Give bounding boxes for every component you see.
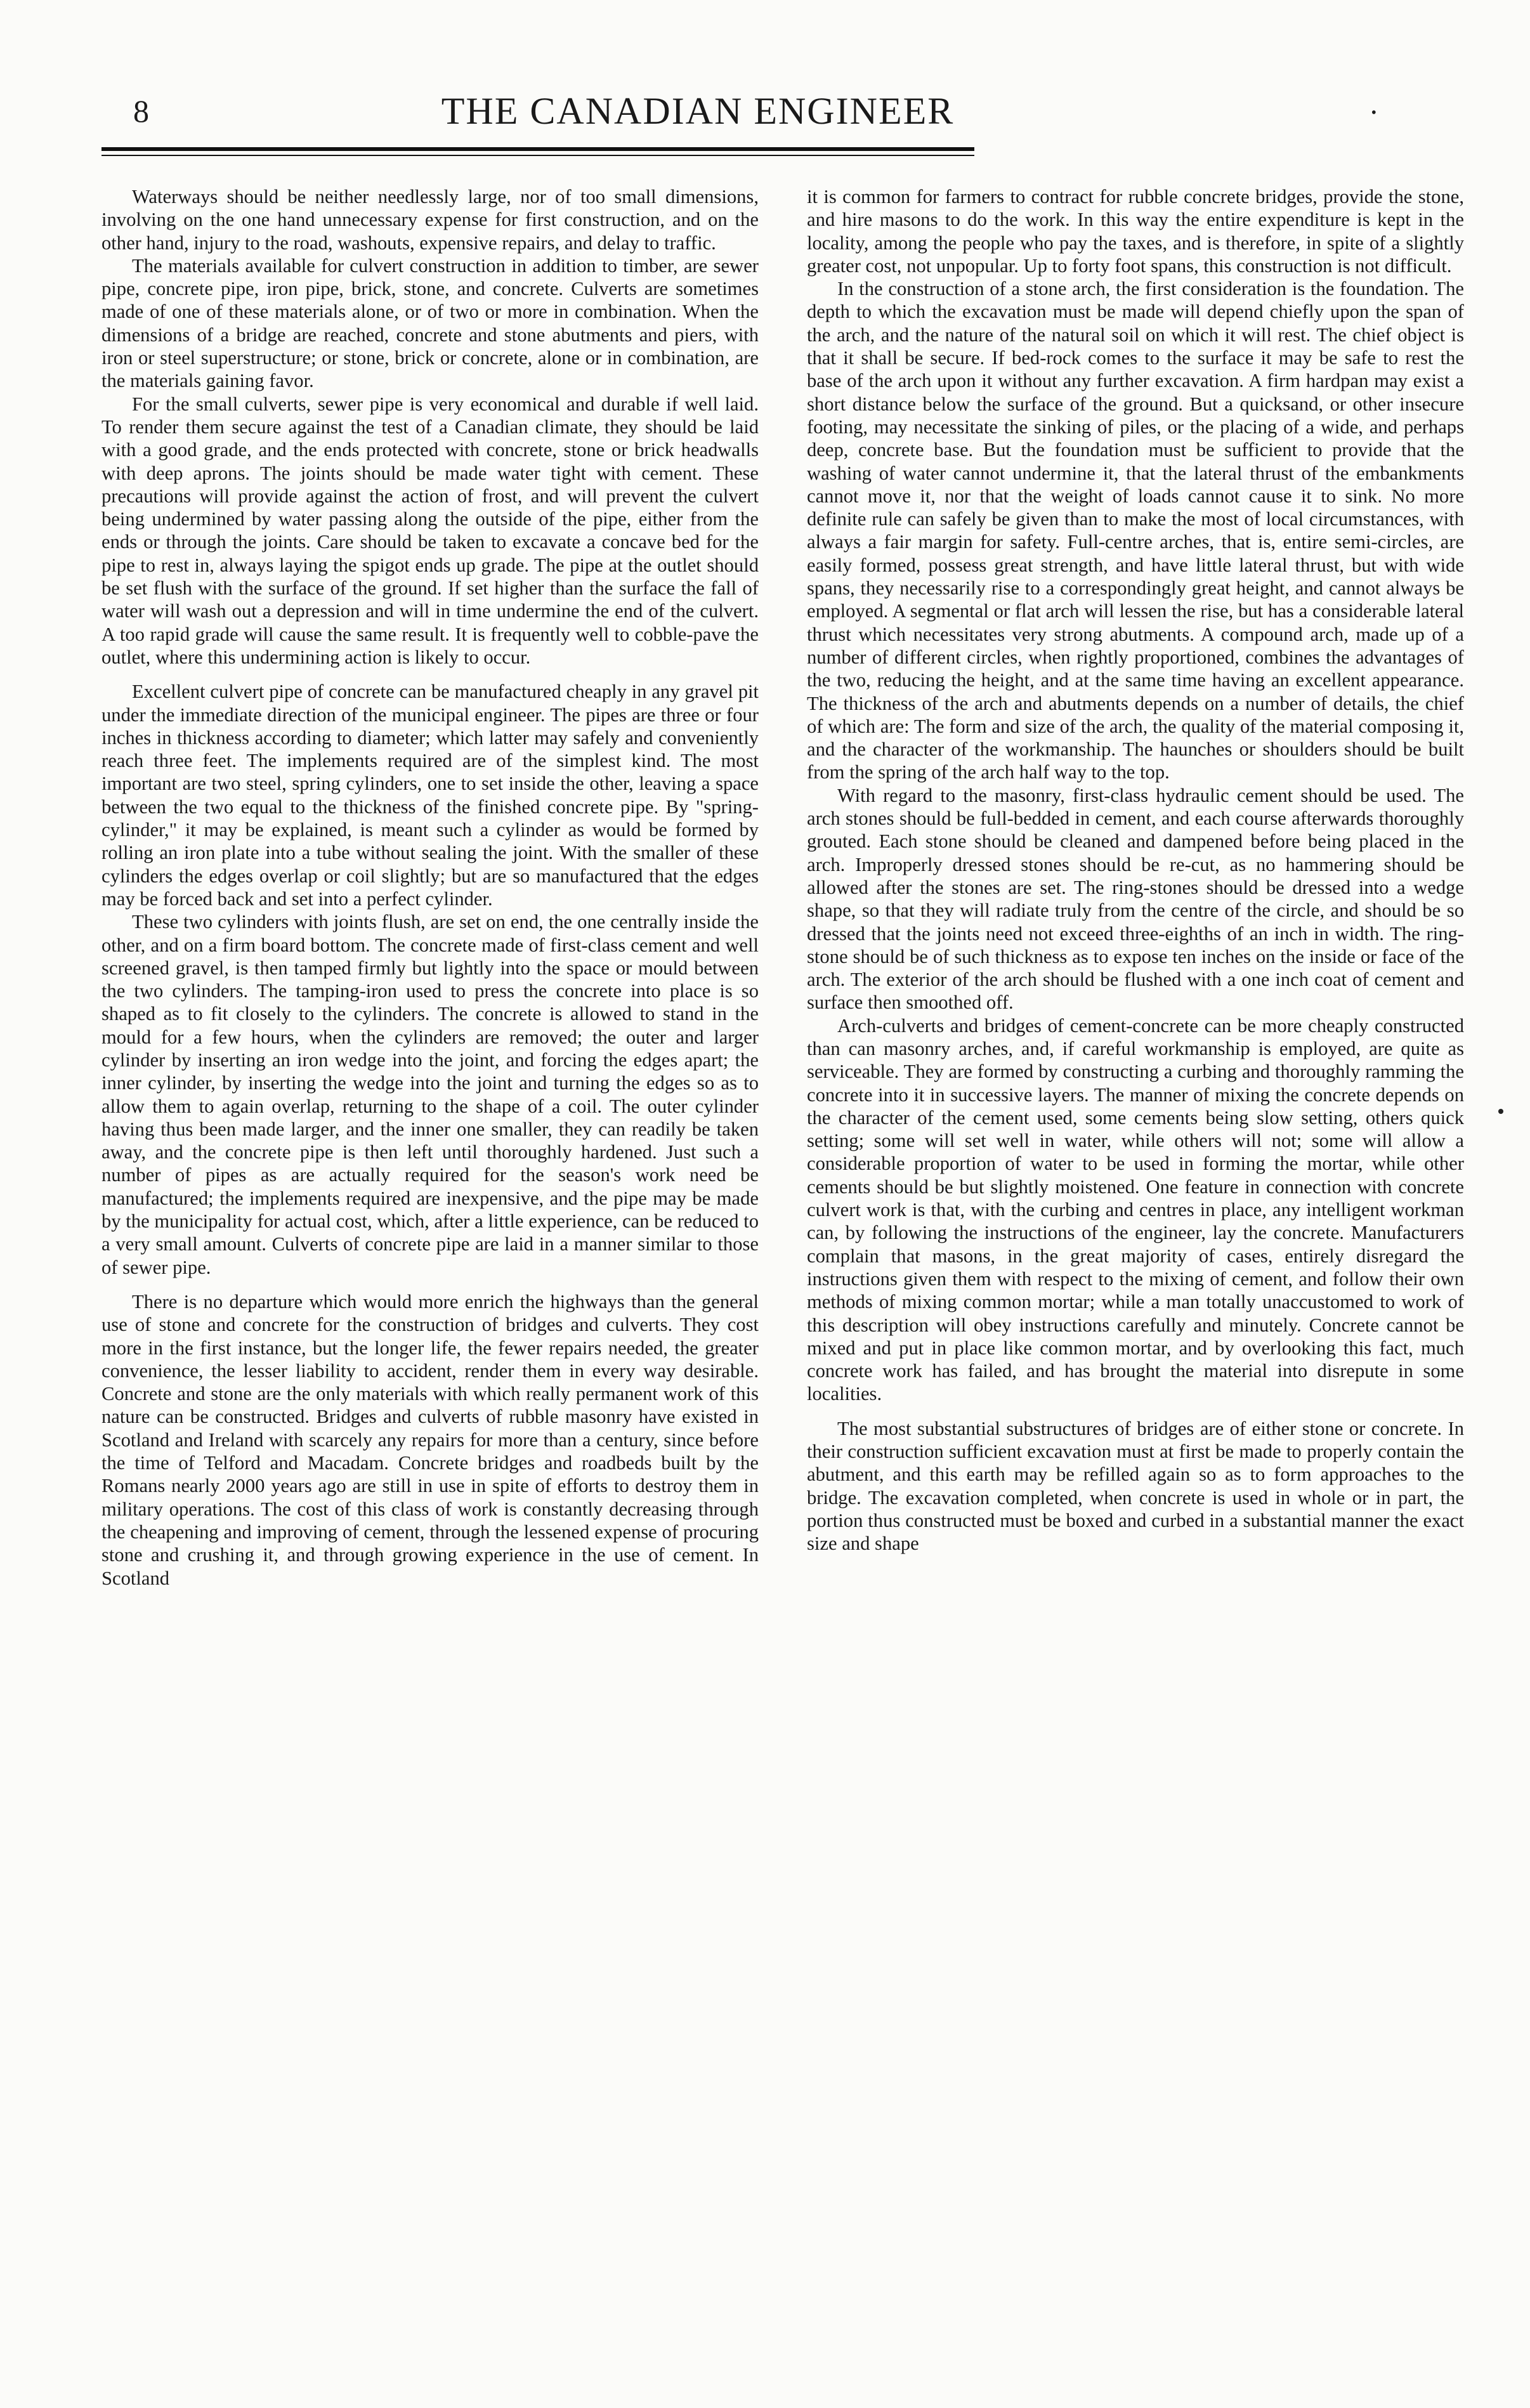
page-number: 8 xyxy=(133,93,149,129)
paragraph-farmers-contract: it is common for farmers to contract for rubble concrete bridges, provide the stone, and hire masons to do the work. In this way the entire expenditure is kept in the locality, among the people who pay the taxes, and is therefore, in spite of a slightly greater cost, not unpopular. Up to forty foot spans, this construction is not difficult. xyxy=(807,186,1464,277)
page-header xyxy=(95,89,1376,146)
header-mark: • xyxy=(1371,105,1376,121)
paragraph-arch-culverts: Arch-culverts and bridges of cement-concrete can be more cheaply constructed than can masonry arches, and, if careful workmanship is employed, are quite as serviceable. They are formed by constructing a curbing and thoroughly ramming the concrete into it in successive layers. The manner of mixing the concrete depends on the character of the cement used, some cements being slow setting, others quick setting; some will set well in water, while others will not; some will allow a considerable proportion of water to be used in forming the mortar, while other cements should be but slightly moistened. One feature in connection with concrete culvert work is that, with the curbing and centres in place, any intelligent workman can, by following the instructions of the engineer, lay the concrete. Manufacturers complain that masons, in the great majority of cases, entirely disregard the instructions given them with respect to the mixing of cement, and follow their own methods of mixing common mortar; while a man totally unaccustomed to work of this description will obey instructions carefully and minutely. Concrete cannot be mixed and put in place like common mortar, and by overlooking this fact, much concrete work has failed, and has brought the material into disrepute in some localities. xyxy=(807,1014,1464,1405)
paragraph-stone-arch: In the construction of a stone arch, the first consideration is the foundation. The depth to which the excavation must be made will depend chiefly upon the span of the arch, and the nature of the natural soil on which it will rest. The chief object is that it shall be secure. If bed-rock comes to the surface it may be safe to rest the base of the arch upon it without any further excavation. A firm hardpan may exist a short distance below the surface of the ground. But a quicksand, or other insecure footing, may necessitate the sinking of piles, or the placing of a wide, and perhaps deep, concrete base. But the foundation must be sufficient to provide that the washing of water cannot undermine it, that the lateral thrust of the embankments cannot move it, nor that the weight of loads cannot cause it to sink. No more definite rule can safely be given than to make the most of local circumstances, with always a fair margin for safety. Full-centre arches, that is, entire semi-circles, are easily formed, possess great strength, and have little lateral thrust, but with wide spans, they necessarily rise to a correspondingly great height, and cannot always be employed. A segmental or flat arch will lessen the rise, but has a considerable lateral thrust which necessitates very strong abutments. A compound arch, made up of a number of different circles, when rightly proportioned, combines the advantages of the two, reducing the height, and at the same time having an excellent appearance. The thickness of the arch and abutments depends on a number of details, the chief of which are: The form and size of the arch, the quality of the material composing it, and the character of the workmanship. The haunches or shoulders should be built from the spring of the arch half way to the top. xyxy=(807,278,1464,783)
right-column xyxy=(807,185,1464,1555)
paragraph-small-culverts: For the small culverts, sewer pipe is very economical and durable if well laid. To render them secure against the test of a Canadian climate, they should be laid with a good grade, and the ends protected with concrete, stone or brick headwalls with deep aprons. The joints should be made water tight with cement. These precautions will provide against the action of frost, and will prevent the culvert being undermined by water passing along the outside of the pipe, either from the ends or through the joints. Care should be taken to excavate a concave bed for the pipe to rest in, always laying the spigot ends up grade. The pipe at the outlet should be set flush with the surface of the ground. If set higher than the surface the fall of water will wash out a depression and will in time undermine the end of the culvert. A too rapid grade will cause the same result. It is frequently well to cobble-pave the outlet, where this undermining action is likely to occur. xyxy=(101,393,759,668)
paragraph-cylinders: These two cylinders with joints flush, are set on end, the one centrally inside the other, and on a firm board bottom. The concrete made of first-class cement and well screened gravel, is then tamped firmly but lightly into the space or mould between the two cylinders. The tamping-iron used to press the concrete into place is so shaped as to fit closely to the cylinders. The concrete is allowed to stand in the mould for a few hours, when the cylinders are removed; the outer and larger cylinder by inserting an iron wedge into the joint, and forcing the edges apart; the inner cylinder, by inserting the wedge into the joint and turning the edges so as to allow them to again overlap, returning to the shape of a coil. The outer cylinder having thus been made larger, and the inner one smaller, they can readily be taken away, and the concrete pipe is then left until thoroughly hardened. Just such a number of pipes as are actually required for the season's work need be manufactured; the implements required are inexpensive, and the pipe may be made by the municipality for actual cost, which, after a little experience, can be reduced to a very small amount. Culverts of concrete pipe are laid in a manner similar to those of sewer pipe. xyxy=(101,911,759,1278)
paragraph-materials: The materials available for culvert construction in addition to timber, are sewer pipe, concrete pipe, iron pipe, brick, stone, and concrete. Culverts are sometimes made of one of these materials alone, or of two or more in combination. When the dimensions of a bridge are reached, concrete and stone abutments and piers, with iron or steel superstructure; or stone, brick or concrete, alone or in combination, are the materials gaining favor. xyxy=(101,254,759,392)
paragraph-substructures: The most substantial substructures of bridges are of either stone or concrete. In their construction sufficient excavation must at first be made to properly contain the abutment, and this earth may be refilled again so as to form approaches to the bridge. The excavation completed, when concrete is used in whole or in part, the portion thus constructed must be boxed and curbed in a substantial manner the exact size and shape xyxy=(807,1417,1464,1555)
paragraph-concrete-pipe: Excellent culvert pipe of concrete can be manufactured cheaply in any gravel pit under the immediate direction of the municipal engineer. The pipes are three or four inches in thickness according to diameter; which latter may safely and conveniently reach three feet. The implements required are of the simplest kind. The most important are two steel, spring cylinders, one to set inside the other, leaving a space between the two equal to the thickness of the finished concrete pipe. By "spring-cylinder," it may be explained, is meant such a cylinder as would be formed by rolling an iron plate into a tube without sealing the joint. With the smaller of these cylinders the edges overlap or coil slightly; but are so manufactured that the edges may be forced back and set into a perfect cylinder. xyxy=(101,681,759,910)
margin-dot xyxy=(1498,1109,1503,1114)
paragraph-masonry: With regard to the masonry, first-class hydraulic cement should be used. The arch stones should be full-bedded in cement, and each course afterwards thoroughly grouted. Each stone should be cleaned and dampened before being placed in the arch. Improperly dressed stones should be re-cut, as no hammering should be allowed after the stones are set. The ring-stones should be dressed into a wedge shape, so that they will radiate truly from the centre of the circle, and should be so dressed that the joints need not exceed three-eighths of an inch in width. The ring-stone should be of such thickness as to expose ten inches on the inside or face of the arch. The exterior of the arch should be flushed with a one inch coat of cement and surface then smoothed off. xyxy=(807,784,1464,1014)
left-column xyxy=(101,185,759,1590)
journal-title: THE CANADIAN ENGINEER xyxy=(441,90,955,132)
header-rule-thin xyxy=(101,155,974,156)
paragraph-stone-concrete: There is no departure which would more enrich the highways than the general use of stone and concrete for the construction of bridges and culverts. They cost more in the first instance, but the longer life, the fewer repairs needed, the greater convenience, the lesser liability to accident, render them in every way desirable. Concrete and stone are the only materials with which really permanent work of this nature can be constructed. Bridges and culverts of rubble masonry have existed in Scotland and Ireland with scarcely any repairs for more than a century, since before the time of Telford and Macadam. Concrete bridges and roadbeds built by the Romans nearly 2000 years ago are still in use in spite of efforts to destroy them in military operations. The cost of this class of work is constantly decreasing through the cheapening and improving of cement, through the lessened expense of procuring stone and crushing it, and through growing experience in the use of cement. In Scotland xyxy=(101,1290,759,1589)
header-rule-thick xyxy=(101,147,974,151)
paragraph-waterways: Waterways should be neither needlessly large, nor of too small dimensions, involving on the one hand unnecessary expense for first construction, and on the other hand, injury to the road, washouts, expensive repairs, and delay to traffic. xyxy=(101,186,759,254)
